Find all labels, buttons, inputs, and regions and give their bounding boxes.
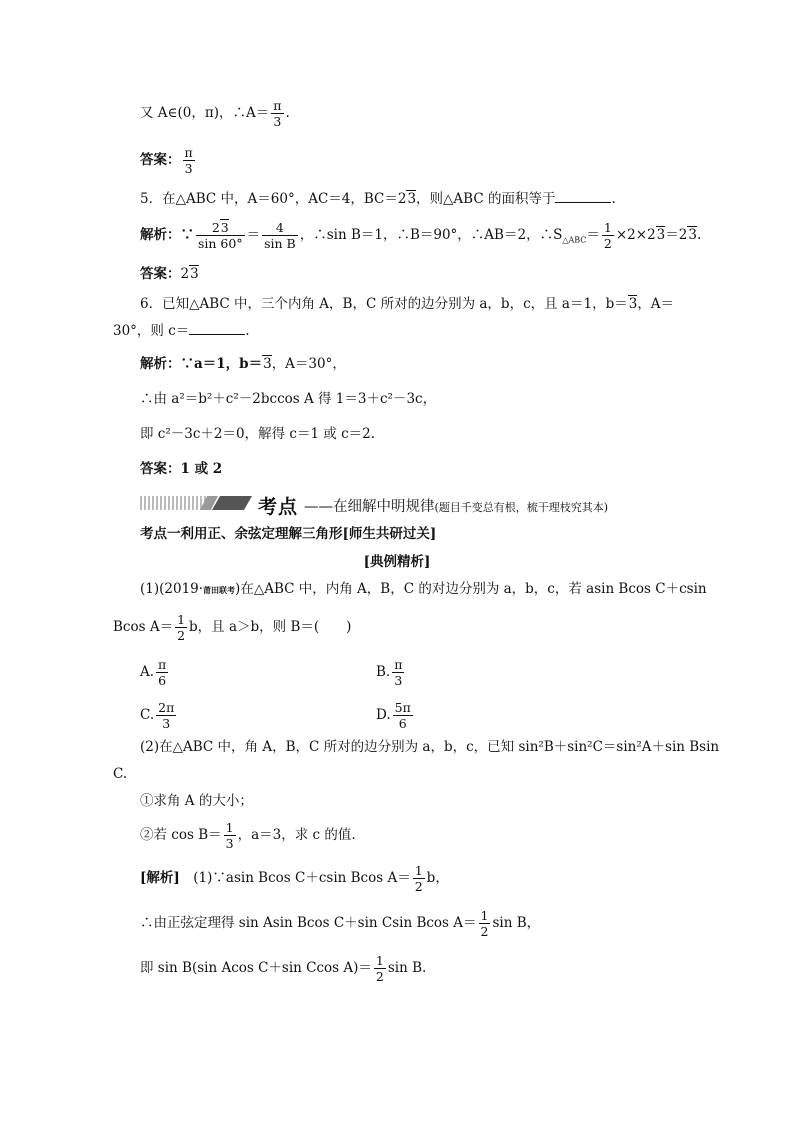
denominator: 2 <box>375 969 384 984</box>
denominator: 3 <box>225 836 234 851</box>
banner-title: 考点 <box>258 496 299 518</box>
banner-wedge <box>212 496 252 510</box>
answer-label: 答案： <box>140 152 181 168</box>
example-2-line2: C. <box>113 766 128 782</box>
text: . <box>696 227 702 243</box>
denominator: 6 <box>398 716 407 731</box>
example-2-part1: ①求角 A 的大小； <box>140 793 253 809</box>
banner-stripes <box>140 496 210 510</box>
numerator: 1 <box>177 612 186 627</box>
numerator: π <box>158 657 167 672</box>
text: b，且 a＞b，则 B＝( ) <box>189 619 352 635</box>
numerator: 1 <box>480 908 489 923</box>
sqrt-radicand: 3 <box>688 227 697 243</box>
text: ，则△ABC 的面积等于 <box>416 191 556 207</box>
option-b[interactable] <box>376 657 406 688</box>
banner-subtitle <box>304 495 608 516</box>
numerator: π <box>184 145 193 160</box>
fraction <box>196 220 245 251</box>
fraction <box>479 908 491 939</box>
solution-label: 解析：∵a＝1，b＝ <box>140 356 263 372</box>
text: ×2×2 <box>615 227 656 243</box>
example-2-part2 <box>140 820 356 851</box>
fraction <box>413 863 425 894</box>
denominator: 3 <box>184 161 193 176</box>
source-tag: 莆田联考 <box>203 585 236 595</box>
text: ，A＝ <box>637 296 675 312</box>
solution-label: [解析] <box>140 870 180 886</box>
numerator: π <box>273 98 282 113</box>
question-6-line2 <box>113 322 250 340</box>
text: ②若 cos B＝ <box>140 827 222 843</box>
sqrt-radicand: 3 <box>263 356 272 372</box>
denominator: 6 <box>158 673 167 688</box>
subscript: △ABC <box>562 235 587 245</box>
sqrt-radicand: 3 <box>628 296 638 312</box>
option-c[interactable] <box>140 700 178 731</box>
denominator: 2 <box>603 236 612 251</box>
text: Bcos A＝ <box>113 619 174 635</box>
denominator: 2 <box>414 879 423 894</box>
topic-heading: 考点一利用正、余弦定理解三角形[师生共研过关] <box>140 526 437 542</box>
fraction <box>156 657 168 688</box>
banner-note: (题目千变总有根，梳干理枝究其本) <box>434 501 609 514</box>
numerator <box>196 220 245 236</box>
option-label: C. <box>140 707 155 723</box>
sqrt-radicand: 3 <box>656 227 666 243</box>
sqrt-radicand: 3 <box>220 220 229 235</box>
text: ＝ <box>246 227 261 243</box>
numerator: 1 <box>225 820 234 835</box>
text: . <box>285 105 290 121</box>
question-5 <box>140 190 616 208</box>
text: 即 sin B(sin Acos C＋sin Ccos A)＝ <box>140 960 372 976</box>
text: . <box>611 191 616 207</box>
text: (1)∵asin Bcos C＋csin Bcos A＝ <box>179 870 411 886</box>
text: sin B. <box>387 960 427 976</box>
fraction <box>183 145 195 176</box>
text: b， <box>426 870 449 886</box>
text: ∴由正弦定理得 sin Asin Bcos C＋sin Csin Bcos A＝ <box>140 915 477 931</box>
answer-label: 答案： <box>140 266 181 282</box>
option-label: A. <box>140 664 155 680</box>
fraction <box>175 612 187 643</box>
numerator: 4 <box>262 220 298 236</box>
fraction <box>374 953 386 984</box>
answer-blank <box>189 322 245 335</box>
numerator: 1 <box>414 863 423 878</box>
text: 2 <box>211 220 220 235</box>
text: 又 A∈(0，π)，∴A＝ <box>140 105 270 121</box>
example-2-line1: (2)在△ABC 中，角 A，B，C 所对的边分别为 a，b，c，已知 sin²B＋sin²C＝sin²A＋sin Bsin <box>140 739 720 755</box>
text: 30°，则 c＝ <box>113 323 190 339</box>
numerator: 5π <box>394 700 411 715</box>
text: ——在细解中明规律 <box>304 499 435 515</box>
sqrt-radicand: 3 <box>407 191 417 207</box>
solution-step2 <box>140 908 540 939</box>
answer-4 <box>140 145 197 176</box>
solution-label: 解析：∵ <box>140 227 194 243</box>
denominator: sin B <box>264 236 296 251</box>
option-label: D. <box>376 707 391 723</box>
section-banner <box>140 492 680 518</box>
text: ＝ <box>586 227 600 243</box>
answer-blank <box>555 190 611 203</box>
text: ，A＝30°， <box>271 356 346 372</box>
fraction <box>602 220 614 251</box>
text: 2 <box>180 266 190 282</box>
fraction <box>393 700 413 731</box>
option-d[interactable] <box>376 700 415 731</box>
solution-6-step2: ∴由 a²＝b²＋c²－2bccos A 得 1＝3＋c²－3c， <box>140 391 437 407</box>
option-a[interactable] <box>140 657 170 688</box>
denominator: 2 <box>177 628 186 643</box>
fraction <box>271 98 283 129</box>
text: ，a＝3，求 c 的值. <box>237 827 356 843</box>
question-6-line1 <box>140 295 674 313</box>
text: ，∴sin B＝1，∴B＝90°，∴AB＝2，∴S <box>299 227 563 243</box>
denominator: 3 <box>394 673 403 688</box>
numerator: π <box>394 657 403 672</box>
answer-5 <box>140 265 199 283</box>
numerator: 1 <box>603 220 612 235</box>
text: ＝2 <box>665 227 688 243</box>
solution-step3 <box>140 953 426 984</box>
text: sin B， <box>492 915 541 931</box>
example-1-line2 <box>113 612 351 643</box>
denominator: 3 <box>162 716 171 731</box>
solution-5 <box>140 220 701 251</box>
text: )在△ABC 中，内角 A，B，C 的对边分别为 a，b，c，若 asin Bcos C＋csin <box>235 581 707 597</box>
solution-step1 <box>140 863 449 894</box>
sqrt-radicand: 3 <box>190 266 199 282</box>
text: (1)(2019· <box>140 581 204 597</box>
line-a-range <box>140 98 290 129</box>
fraction <box>262 220 298 251</box>
solution-6 <box>140 355 346 373</box>
denominator: 3 <box>273 114 282 129</box>
denominator: 2 <box>480 924 489 939</box>
fraction <box>156 700 176 731</box>
numerator: 1 <box>375 953 384 968</box>
fraction <box>392 657 404 688</box>
denominator: sin 60° <box>198 236 243 251</box>
text: 5．在△ABC 中，A＝60°，AC＝4，BC＝2 <box>140 191 407 207</box>
text: . <box>245 323 250 339</box>
fraction <box>224 820 236 851</box>
answer-6: 答案：1 或 2 <box>140 461 223 477</box>
example-1-line1 <box>140 580 707 599</box>
example-heading: [典例精析] <box>363 554 431 570</box>
option-label: B. <box>376 664 391 680</box>
solution-6-step3: 即 c²－3c＋2＝0，解得 c＝1 或 c＝2. <box>140 426 376 442</box>
text: 6．已知△ABC 中，三个内角 A，B，C 所对的边分别为 a，b，c，且 a＝1，b＝ <box>140 296 628 312</box>
numerator: 2π <box>158 700 175 715</box>
